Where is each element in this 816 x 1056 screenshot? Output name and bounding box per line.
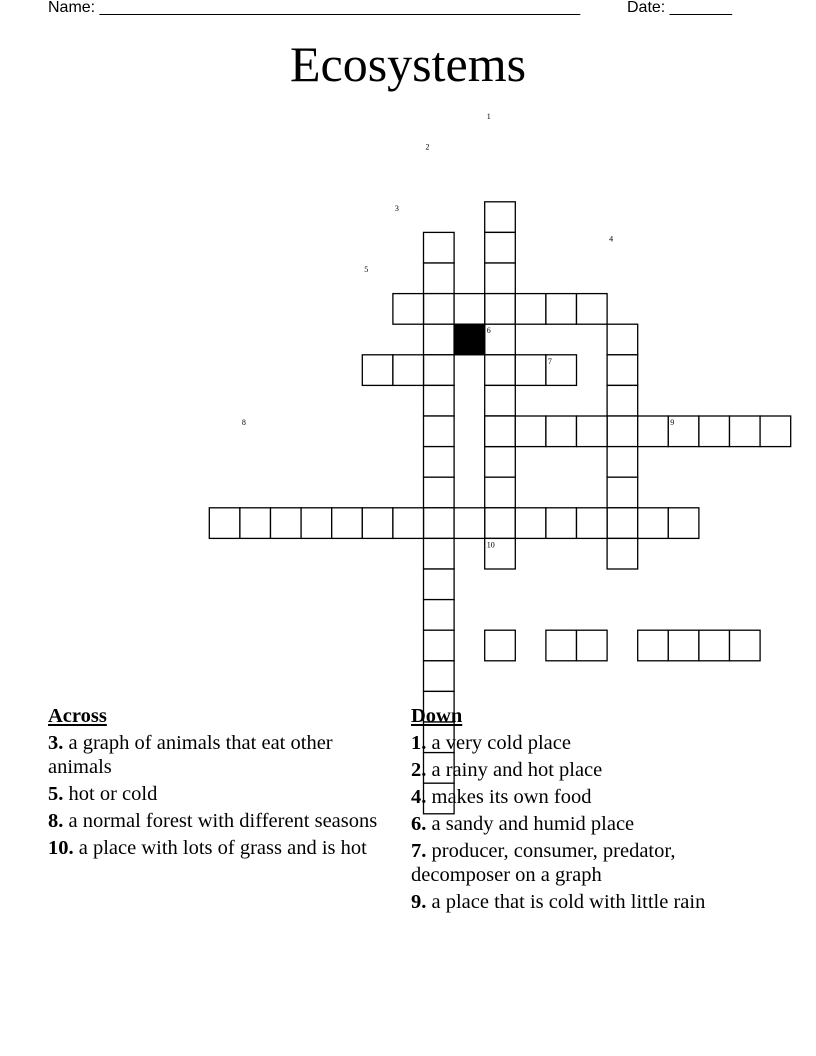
- grid-cell[interactable]: [577, 630, 608, 661]
- grid-number-5: 5: [364, 265, 369, 274]
- grid-cell[interactable]: [607, 477, 638, 508]
- clue-across-3: [48, 731, 378, 779]
- grid-cell[interactable]: [485, 263, 516, 294]
- clue-down-2: [411, 758, 741, 782]
- clue-number: 7.: [411, 840, 427, 862]
- grid-cell[interactable]: [607, 416, 638, 447]
- grid-cell[interactable]: [424, 416, 455, 447]
- grid-cell[interactable]: [424, 385, 455, 416]
- grid-cell[interactable]: [577, 416, 608, 447]
- grid-cell[interactable]: [424, 447, 455, 478]
- grid-cell[interactable]: [760, 416, 791, 447]
- clue-text: a rainy and hot place: [426, 759, 603, 781]
- grid-cell[interactable]: [424, 661, 455, 692]
- grid-cell[interactable]: [485, 232, 516, 263]
- grid-cell[interactable]: [393, 508, 424, 539]
- grid-cell[interactable]: [424, 355, 455, 386]
- date-field[interactable]: Date: _______: [627, 0, 732, 16]
- grid-cell[interactable]: [485, 355, 516, 386]
- grid-cell[interactable]: [699, 416, 730, 447]
- clue-number: 2.: [411, 759, 427, 781]
- grid-cell[interactable]: [638, 508, 669, 539]
- grid-cell[interactable]: [730, 630, 761, 661]
- grid-cell[interactable]: [546, 508, 577, 539]
- grid-cell[interactable]: [638, 416, 669, 447]
- clue-text: hot or cold: [63, 783, 158, 805]
- clue-down-6: [411, 812, 741, 836]
- grid-number-9: 9: [670, 418, 675, 427]
- grid-cell[interactable]: [424, 508, 455, 539]
- clue-text: producer, consumer, predator, decomposer on a graph: [411, 840, 676, 886]
- clue-number: 1.: [411, 732, 427, 754]
- clue-across-8: [48, 809, 378, 833]
- grid-block: [454, 324, 485, 355]
- grid-cell[interactable]: [301, 508, 332, 539]
- clue-down-4: [411, 785, 741, 809]
- name-field[interactable]: Name: ______________________________________________________: [48, 0, 581, 16]
- grid-cell[interactable]: [607, 538, 638, 569]
- clue-down-1: [411, 731, 741, 755]
- grid-cell[interactable]: [424, 294, 455, 325]
- grid-cell[interactable]: [362, 355, 393, 386]
- grid-number-6: 6: [486, 326, 491, 336]
- grid-cell[interactable]: [485, 202, 516, 233]
- grid-cell[interactable]: [730, 416, 761, 447]
- grid-cell[interactable]: [485, 294, 516, 325]
- grid-cell[interactable]: [546, 630, 577, 661]
- grid-cell[interactable]: [485, 416, 516, 447]
- clue-number: 10.: [48, 837, 74, 859]
- grid-cell[interactable]: [424, 263, 455, 294]
- grid-number-1: 1: [486, 112, 491, 121]
- grid-cell[interactable]: [577, 508, 608, 539]
- grid-number-4: 4: [609, 234, 614, 244]
- clue-number: 9.: [411, 891, 427, 913]
- grid-cell[interactable]: [424, 232, 455, 263]
- clue-number: 3.: [48, 732, 64, 754]
- grid-cell[interactable]: [332, 508, 363, 539]
- grid-cell[interactable]: [546, 294, 577, 325]
- grid-cell[interactable]: [607, 324, 638, 355]
- down-clues: [411, 703, 741, 917]
- grid-cell[interactable]: [271, 508, 302, 539]
- clue-text: a graph of animals that eat other animals: [48, 732, 333, 778]
- grid-cell[interactable]: [393, 294, 424, 325]
- grid-cell[interactable]: [393, 355, 424, 386]
- grid-cell[interactable]: [515, 416, 546, 447]
- down-heading: Down: [411, 705, 463, 727]
- grid-number-3: 3: [394, 203, 399, 213]
- clue-text: a normal forest with different seasons: [63, 810, 378, 832]
- clue-across-10: [48, 836, 378, 860]
- clue-text: a place that is cold with little rain: [426, 891, 706, 913]
- grid-cell[interactable]: [424, 569, 455, 600]
- grid-cell[interactable]: [668, 630, 699, 661]
- across-clues: [48, 703, 378, 863]
- across-heading: Across: [48, 705, 107, 727]
- clue-text: a sandy and humid place: [426, 813, 635, 835]
- grid-number-10: 10: [486, 540, 495, 550]
- grid-cell[interactable]: [607, 355, 638, 386]
- grid-cell[interactable]: [454, 508, 485, 539]
- clue-number: 5.: [48, 783, 64, 805]
- grid-cell[interactable]: [607, 508, 638, 539]
- clue-text: makes its own food: [426, 786, 592, 808]
- grid-number-2: 2: [425, 142, 430, 152]
- grid-cell[interactable]: [240, 508, 271, 539]
- grid-cell[interactable]: [362, 508, 393, 539]
- grid-cell[interactable]: [577, 294, 608, 325]
- grid-cell[interactable]: [515, 355, 546, 386]
- grid-cell[interactable]: [485, 630, 516, 661]
- grid-cell[interactable]: [668, 508, 699, 539]
- grid-cell[interactable]: [607, 385, 638, 416]
- grid-cell[interactable]: [546, 416, 577, 447]
- clue-text: a very cold place: [426, 732, 571, 754]
- grid-cell[interactable]: [485, 508, 516, 539]
- grid-cell[interactable]: [485, 447, 516, 478]
- grid-cell[interactable]: [424, 324, 455, 355]
- clue-across-5: [48, 782, 378, 806]
- page-title: Ecosystems: [289, 36, 527, 92]
- grid-cell[interactable]: [424, 600, 455, 631]
- grid-cell[interactable]: [209, 508, 240, 539]
- grid-cell[interactable]: [699, 630, 730, 661]
- clue-down-9: [411, 890, 741, 914]
- clue-down-7: [411, 839, 741, 887]
- grid-cell[interactable]: [607, 447, 638, 478]
- clue-text: a place with lots of grass and is hot: [73, 837, 367, 859]
- grid-cell[interactable]: [515, 294, 546, 325]
- clue-number: 8.: [48, 810, 64, 832]
- grid-cell[interactable]: [424, 538, 455, 569]
- clue-number: 4.: [411, 786, 427, 808]
- grid-cell[interactable]: [638, 630, 669, 661]
- grid-cell[interactable]: [515, 508, 546, 539]
- grid-cell[interactable]: [485, 477, 516, 508]
- grid-number-8: 8: [241, 418, 246, 427]
- grid-cell[interactable]: [424, 477, 455, 508]
- grid-number-7: 7: [547, 356, 552, 366]
- grid-cell[interactable]: [454, 294, 485, 325]
- grid-cell[interactable]: [424, 630, 455, 661]
- grid-cell[interactable]: [485, 385, 516, 416]
- clue-number: 6.: [411, 813, 427, 835]
